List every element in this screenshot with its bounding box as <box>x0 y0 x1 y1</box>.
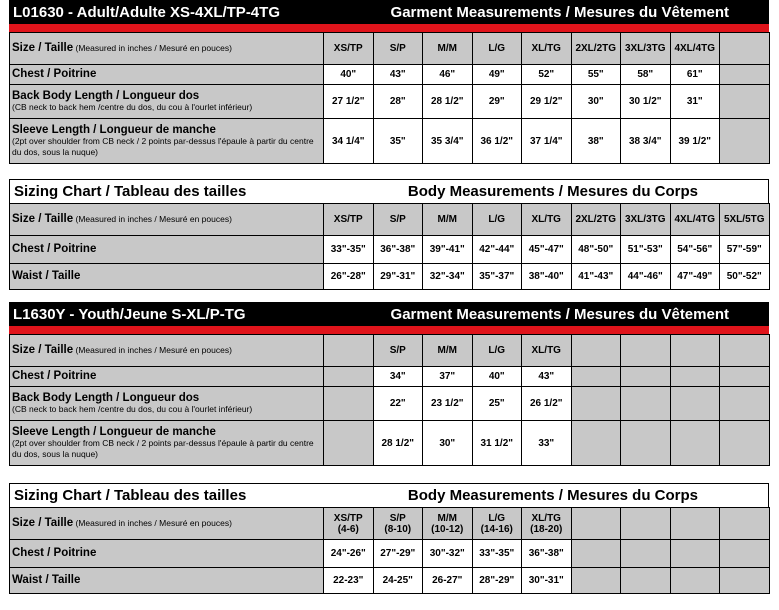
value-cell: 36 1/2" <box>472 119 522 164</box>
value-cell <box>720 540 770 568</box>
value-cell: 50"-52" <box>720 264 770 290</box>
size-cell: S/P <box>373 204 423 236</box>
row-label: Back Body Length / Longueur dos <box>12 391 200 404</box>
row-label-cell <box>10 236 324 264</box>
value-cell: 31 1/2" <box>472 421 522 466</box>
value-cell <box>670 568 720 594</box>
row-label-cell <box>10 119 324 164</box>
value-cell: 46" <box>423 65 473 85</box>
size-cell: 5XL/5TG <box>720 204 770 236</box>
value-cell: 33" <box>522 421 572 466</box>
value-cell <box>720 568 770 594</box>
size-name: XL/TG <box>531 512 561 524</box>
size-cell: 2XL/2TG <box>571 204 621 236</box>
size-label-cell <box>10 204 324 236</box>
size-note: (Measured in inches / Mesuré en pouces) <box>73 43 232 53</box>
value-cell <box>670 367 720 387</box>
value-cell: 38" <box>571 119 621 164</box>
row-label-cell <box>10 540 324 568</box>
youth-garment-title: L1630Y - Youth/Jeune S-XL/P-TG <box>13 305 246 323</box>
size-age: (8-10) <box>384 523 412 535</box>
value-cell <box>720 387 770 421</box>
size-cell <box>621 335 671 367</box>
adult-garment-title: L01630 - Adult/Adulte XS-4XL/TP-4TG <box>13 3 280 21</box>
size-label: Size / Taille <box>12 517 74 529</box>
value-cell <box>571 367 621 387</box>
value-cell <box>324 367 374 387</box>
size-cell: L/G <box>472 335 522 367</box>
value-cell: 35 3/4" <box>423 119 473 164</box>
red-divider <box>9 24 769 32</box>
table-row <box>10 367 770 387</box>
value-cell: 34" <box>373 367 423 387</box>
value-cell: 30" <box>571 85 621 119</box>
value-cell: 24"-26" <box>324 540 374 568</box>
value-cell: 28 1/2" <box>423 85 473 119</box>
size-cell <box>720 33 770 65</box>
size-cell <box>571 335 621 367</box>
size-age: (18-20) <box>530 523 563 535</box>
size-name: L/G <box>488 512 506 524</box>
value-cell: 42"-44" <box>472 236 522 264</box>
size-cell: XS/TP <box>324 33 374 65</box>
value-cell <box>621 540 671 568</box>
adult-body-section <box>9 179 769 290</box>
adult-body-header <box>9 179 769 203</box>
value-cell <box>621 568 671 594</box>
value-cell: 47"-49" <box>670 264 720 290</box>
value-cell: 28" <box>373 85 423 119</box>
row-label-cell <box>10 421 324 466</box>
value-cell: 29"-31" <box>373 264 423 290</box>
row-label: Chest / Poitrine <box>12 547 97 559</box>
size-cell: L/G <box>472 204 522 236</box>
youth-body-header <box>9 483 769 507</box>
row-label-cell <box>10 65 324 85</box>
size-cell <box>373 508 423 540</box>
size-cell: S/P <box>373 335 423 367</box>
value-cell: 22" <box>373 387 423 421</box>
value-cell: 29" <box>472 85 522 119</box>
size-label-cell <box>10 33 324 65</box>
adult-garment-subtitle: Garment Measurements / Mesures du Vêtement <box>390 3 729 21</box>
size-cell: 3XL/3TG <box>621 33 671 65</box>
adult-body-title: Sizing Chart / Tableau des tailles <box>14 183 247 200</box>
value-cell <box>324 421 374 466</box>
table-row <box>10 65 770 85</box>
size-label: Size / Taille <box>12 213 74 225</box>
size-cell <box>720 335 770 367</box>
size-header-row <box>10 204 770 236</box>
size-cell <box>472 508 522 540</box>
value-cell <box>571 421 621 466</box>
row-label: Sleeve Length / Longueur de manche <box>12 425 216 438</box>
value-cell: 48"-50" <box>571 236 621 264</box>
size-note: (Measured in inches / Mesuré en pouces) <box>73 214 232 224</box>
row-label: Sleeve Length / Longueur de manche <box>12 123 216 136</box>
row-label-cell <box>10 568 324 594</box>
size-cell <box>670 508 720 540</box>
value-cell: 40" <box>324 65 374 85</box>
value-cell <box>720 85 770 119</box>
size-cell: 2XL/2TG <box>571 33 621 65</box>
value-cell <box>621 421 671 466</box>
size-cell: XS/TP <box>324 204 374 236</box>
row-label-cell <box>10 264 324 290</box>
youth-body-subtitle: Body Measurements / Mesures du Corps <box>407 487 698 504</box>
adult-garment-table <box>9 32 770 164</box>
value-cell <box>571 540 621 568</box>
value-cell: 30"-32" <box>423 540 473 568</box>
value-cell: 29 1/2" <box>522 85 572 119</box>
value-cell <box>571 387 621 421</box>
size-note: (Measured in inches / Mesuré en pouces) <box>73 518 232 528</box>
table-row <box>10 264 770 290</box>
value-cell: 51"-53" <box>621 236 671 264</box>
value-cell: 23 1/2" <box>423 387 473 421</box>
value-cell <box>670 540 720 568</box>
size-cell <box>720 508 770 540</box>
row-label: Waist / Taille <box>12 270 81 282</box>
size-cell: S/P <box>373 33 423 65</box>
value-cell: 27 1/2" <box>324 85 374 119</box>
adult-body-table <box>9 203 770 290</box>
adult-garment-section <box>9 0 769 164</box>
value-cell: 57"-59" <box>720 236 770 264</box>
size-header-row <box>10 33 770 65</box>
value-cell: 37" <box>423 367 473 387</box>
adult-body-subtitle: Body Measurements / Mesures du Corps <box>407 183 698 200</box>
value-cell: 30" <box>423 421 473 466</box>
size-age: (14-16) <box>480 523 513 535</box>
size-cell: M/M <box>423 204 473 236</box>
size-cell: M/M <box>423 33 473 65</box>
size-cell <box>324 508 374 540</box>
value-cell: 24-25" <box>373 568 423 594</box>
size-label-cell <box>10 508 324 540</box>
row-label: Back Body Length / Longueur dos <box>12 89 200 102</box>
value-cell: 35"-37" <box>472 264 522 290</box>
size-cell <box>670 335 720 367</box>
value-cell: 58" <box>621 65 671 85</box>
row-label: Chest / Poitrine <box>12 243 97 255</box>
value-cell: 54"-56" <box>670 236 720 264</box>
value-cell: 61" <box>670 65 720 85</box>
value-cell: 39 1/2" <box>670 119 720 164</box>
value-cell: 30"-31" <box>522 568 572 594</box>
size-note: (Measured in inches / Mesuré en pouces) <box>73 345 232 355</box>
size-cell <box>522 508 572 540</box>
row-label-cell <box>10 85 324 119</box>
value-cell <box>571 568 621 594</box>
value-cell: 38"-40" <box>522 264 572 290</box>
value-cell <box>670 421 720 466</box>
size-cell <box>571 508 621 540</box>
youth-body-table <box>9 507 770 594</box>
value-cell: 55" <box>571 65 621 85</box>
youth-body-title: Sizing Chart / Tableau des tailles <box>14 487 247 504</box>
value-cell: 22-23" <box>324 568 374 594</box>
value-cell: 45"-47" <box>522 236 572 264</box>
value-cell: 26"-28" <box>324 264 374 290</box>
value-cell: 39"-41" <box>423 236 473 264</box>
size-cell: 4XL/4TG <box>670 204 720 236</box>
value-cell <box>621 387 671 421</box>
size-cell <box>324 335 374 367</box>
youth-garment-subtitle: Garment Measurements / Mesures du Vêtement <box>390 305 729 323</box>
value-cell <box>720 119 770 164</box>
table-row <box>10 387 770 421</box>
value-cell: 28"-29" <box>472 568 522 594</box>
value-cell: 49" <box>472 65 522 85</box>
value-cell: 26 1/2" <box>522 387 572 421</box>
value-cell: 41"-43" <box>571 264 621 290</box>
value-cell: 43" <box>373 65 423 85</box>
size-name: XS/TP <box>333 512 363 524</box>
row-note: (CB neck to back hem /centre du dos, du cou à l'ourlet inférieur) <box>12 101 253 112</box>
value-cell: 33"-35" <box>472 540 522 568</box>
value-cell: 38 3/4" <box>621 119 671 164</box>
youth-garment-table <box>9 334 770 466</box>
row-label: Chest / Poitrine <box>12 370 97 382</box>
value-cell <box>670 387 720 421</box>
size-label: Size / Taille <box>12 344 74 356</box>
value-cell: 36"-38" <box>522 540 572 568</box>
size-name: M/M <box>437 512 457 524</box>
row-label-cell <box>10 387 324 421</box>
youth-body-section <box>9 483 769 594</box>
size-age: (10-12) <box>431 523 464 535</box>
table-row <box>10 85 770 119</box>
size-header-row <box>10 335 770 367</box>
value-cell: 34 1/4" <box>324 119 374 164</box>
size-cell: 4XL/4TG <box>670 33 720 65</box>
row-note: (2pt over shoulder from CB neck / 2 points par-dessus l'épaule à partir du centre du dos, sous la nuque) <box>12 135 314 157</box>
size-cell: 3XL/3TG <box>621 204 671 236</box>
size-label-cell <box>10 335 324 367</box>
size-age: (4-6) <box>337 523 359 535</box>
size-header-row <box>10 508 770 540</box>
red-divider <box>9 326 769 334</box>
value-cell: 25" <box>472 387 522 421</box>
row-label: Chest / Poitrine <box>12 68 97 80</box>
value-cell: 33"-35" <box>324 236 374 264</box>
adult-garment-header <box>9 0 769 24</box>
value-cell: 37 1/4" <box>522 119 572 164</box>
row-label: Waist / Taille <box>12 574 81 586</box>
value-cell <box>720 367 770 387</box>
size-cell <box>621 508 671 540</box>
value-cell: 43" <box>522 367 572 387</box>
size-cell: XL/TG <box>522 204 572 236</box>
value-cell: 27"-29" <box>373 540 423 568</box>
value-cell: 31" <box>670 85 720 119</box>
table-row <box>10 119 770 164</box>
size-cell: XL/TG <box>522 33 572 65</box>
row-note: (CB neck to back hem /centre du dos, du cou à l'ourlet inférieur) <box>12 403 253 414</box>
table-row <box>10 236 770 264</box>
value-cell <box>324 387 374 421</box>
size-name: S/P <box>389 512 406 524</box>
value-cell: 36"-38" <box>373 236 423 264</box>
size-label: Size / Taille <box>12 42 74 54</box>
value-cell: 30 1/2" <box>621 85 671 119</box>
value-cell: 26-27" <box>423 568 473 594</box>
youth-garment-header <box>9 302 769 326</box>
value-cell: 44"-46" <box>621 264 671 290</box>
size-cell: L/G <box>472 33 522 65</box>
value-cell: 35" <box>373 119 423 164</box>
value-cell: 28 1/2" <box>373 421 423 466</box>
size-cell: XL/TG <box>522 335 572 367</box>
youth-garment-section <box>9 302 769 466</box>
value-cell <box>621 367 671 387</box>
size-cell <box>423 508 473 540</box>
value-cell <box>720 65 770 85</box>
value-cell: 40" <box>472 367 522 387</box>
row-label-cell <box>10 367 324 387</box>
table-row <box>10 568 770 594</box>
value-cell <box>720 421 770 466</box>
value-cell: 32"-34" <box>423 264 473 290</box>
table-row <box>10 421 770 466</box>
table-row <box>10 540 770 568</box>
value-cell: 52" <box>522 65 572 85</box>
row-note: (2pt over shoulder from CB neck / 2 points par-dessus l'épaule à partir du centre du dos, sous la nuque) <box>12 437 314 459</box>
size-cell: M/M <box>423 335 473 367</box>
